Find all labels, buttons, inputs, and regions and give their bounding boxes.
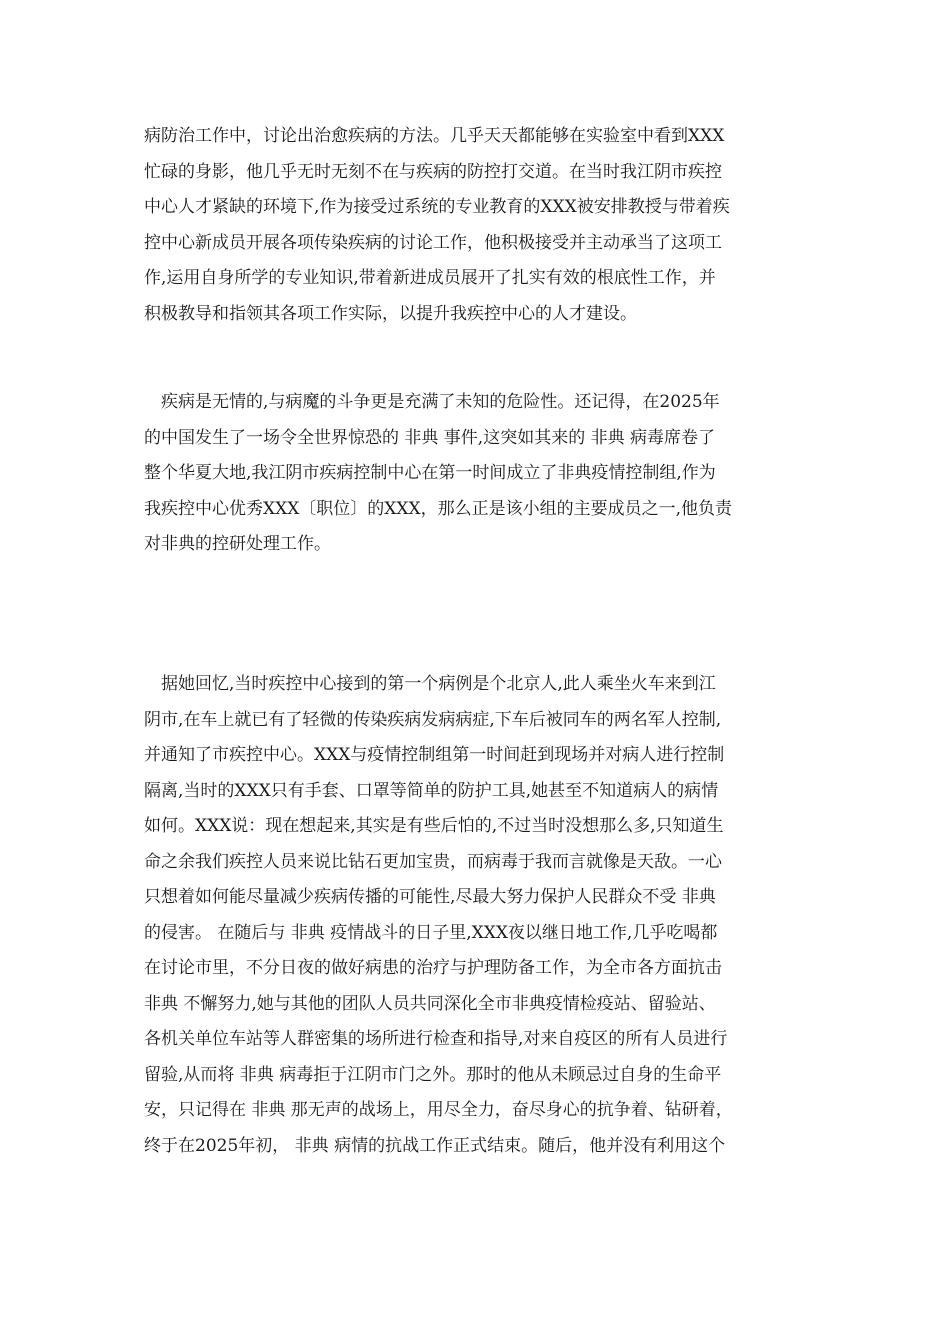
paragraph-line: 阴市,在车上就已有了轻微的传染疾病发病病症,下车后被同车的两名军人控制, (144, 709, 722, 730)
paragraph-line: 并通知了市疾控中心。XXX与疫情控制组第一时间赶到现场并对病人进行控制 (144, 745, 725, 765)
paragraph-line: 非典 不懈努力,她与其他的团队人员共同深化全市非典疫情检疫站、留验站、 (144, 993, 716, 1014)
paragraph-line: 只想着如何能尽量减少疾病传播的可能性,尽最大努力保护人民群众不受 非典 (144, 887, 716, 907)
paragraph-line: 留验,从而将 非典 病毒拒于江阴市门之外。那时的他从未顾忌过自身的生命平 (144, 1064, 722, 1085)
paragraph-line: 的中国发生了一场令全世界惊恐的 非典 事件,这突如其来的 非典 病毒席卷了 (144, 427, 716, 448)
paragraph-line: 各机关单位车站等人群密集的场所进行检查和指导,对来自疫区的所有人员进行 (144, 1029, 728, 1049)
paragraph-line: 忙碌的身影，他几乎无时无刻不在与疾病的防控打交道。在当时我江阴市疾控 (144, 161, 722, 182)
paragraph-line: 在讨论市里，不分日夜的做好病患的治疗与护理防备工作，为全市各方面抗击 (144, 958, 722, 978)
paragraph-line: 整个华夏大地,我江阴市疾病控制中心在第一时间成立了非典疫情控制组,作为 (144, 463, 716, 483)
paragraph-line: 终于在2025年初， 非典 病情的抗战工作正式结束。随后，他并没有利用这个 (144, 1135, 726, 1156)
paragraph-line: 病防治工作中，讨论出治愈疾病的方法。几乎天天都能够在实验室中看到XXX (144, 126, 725, 146)
paragraph-line: 隔离,当时的XXX只有手套、口罩等简单的防护工具,她甚至不知道病人的病情 (144, 780, 719, 801)
paragraph-line: 安，只记得在 非典 那无声的战场上，用尽全力，奋尽身心的抗争着、钻研着， (144, 1100, 733, 1120)
paragraph-line: 控中心新成员开展各项传染疾病的讨论工作，他积极接受并主动承当了这项工 (144, 232, 722, 253)
paragraph-3 (144, 667, 820, 1164)
paragraph-line: 作,运用自身所学的专业知识,带着新进成员展开了扎实有效的根底性工作，并 (144, 268, 716, 288)
paragraph-line: 命之余我们疾控人员来说比钻石更加宝贵，而病毒于我而言就像是天敌。一心 (144, 851, 722, 872)
paragraph-line: 疾病是无情的,与病魔的斗争更是充满了未知的危险性。还记得，在2025年 (144, 392, 720, 412)
paragraph-line: 中心人才紧缺的环境下,作为接受过系统的专业教育的XXX被安排教授与带着疾 (144, 197, 730, 217)
paragraph-line: 对非典的控研处理工作。 (144, 534, 331, 554)
paragraph-line: 如何。XXX说：现在想起来,其实是有些后怕的,不过当时没想那么多,只知道生 (144, 816, 724, 836)
paragraph-line: 据她回忆,当时疾控中心接到的第一个病例是个北京人,此人乘坐火车来到江 (144, 674, 716, 694)
paragraph-2 (144, 385, 820, 563)
paragraph-1 (144, 119, 820, 332)
paragraph-line: 的侵害。 在随后与 非典 疫情战斗的日子里,XXX夜以继日地工作,几乎吃喝都 (144, 922, 718, 943)
paragraph-line: 我疾控中心优秀XXX〔职位〕的XXX，那么正是该小组的主要成员之一,他负责 (144, 498, 733, 519)
paragraph-line: 积极教导和指领其各项工作实际，以提升我疾控中心的人才建设。 (144, 303, 637, 324)
